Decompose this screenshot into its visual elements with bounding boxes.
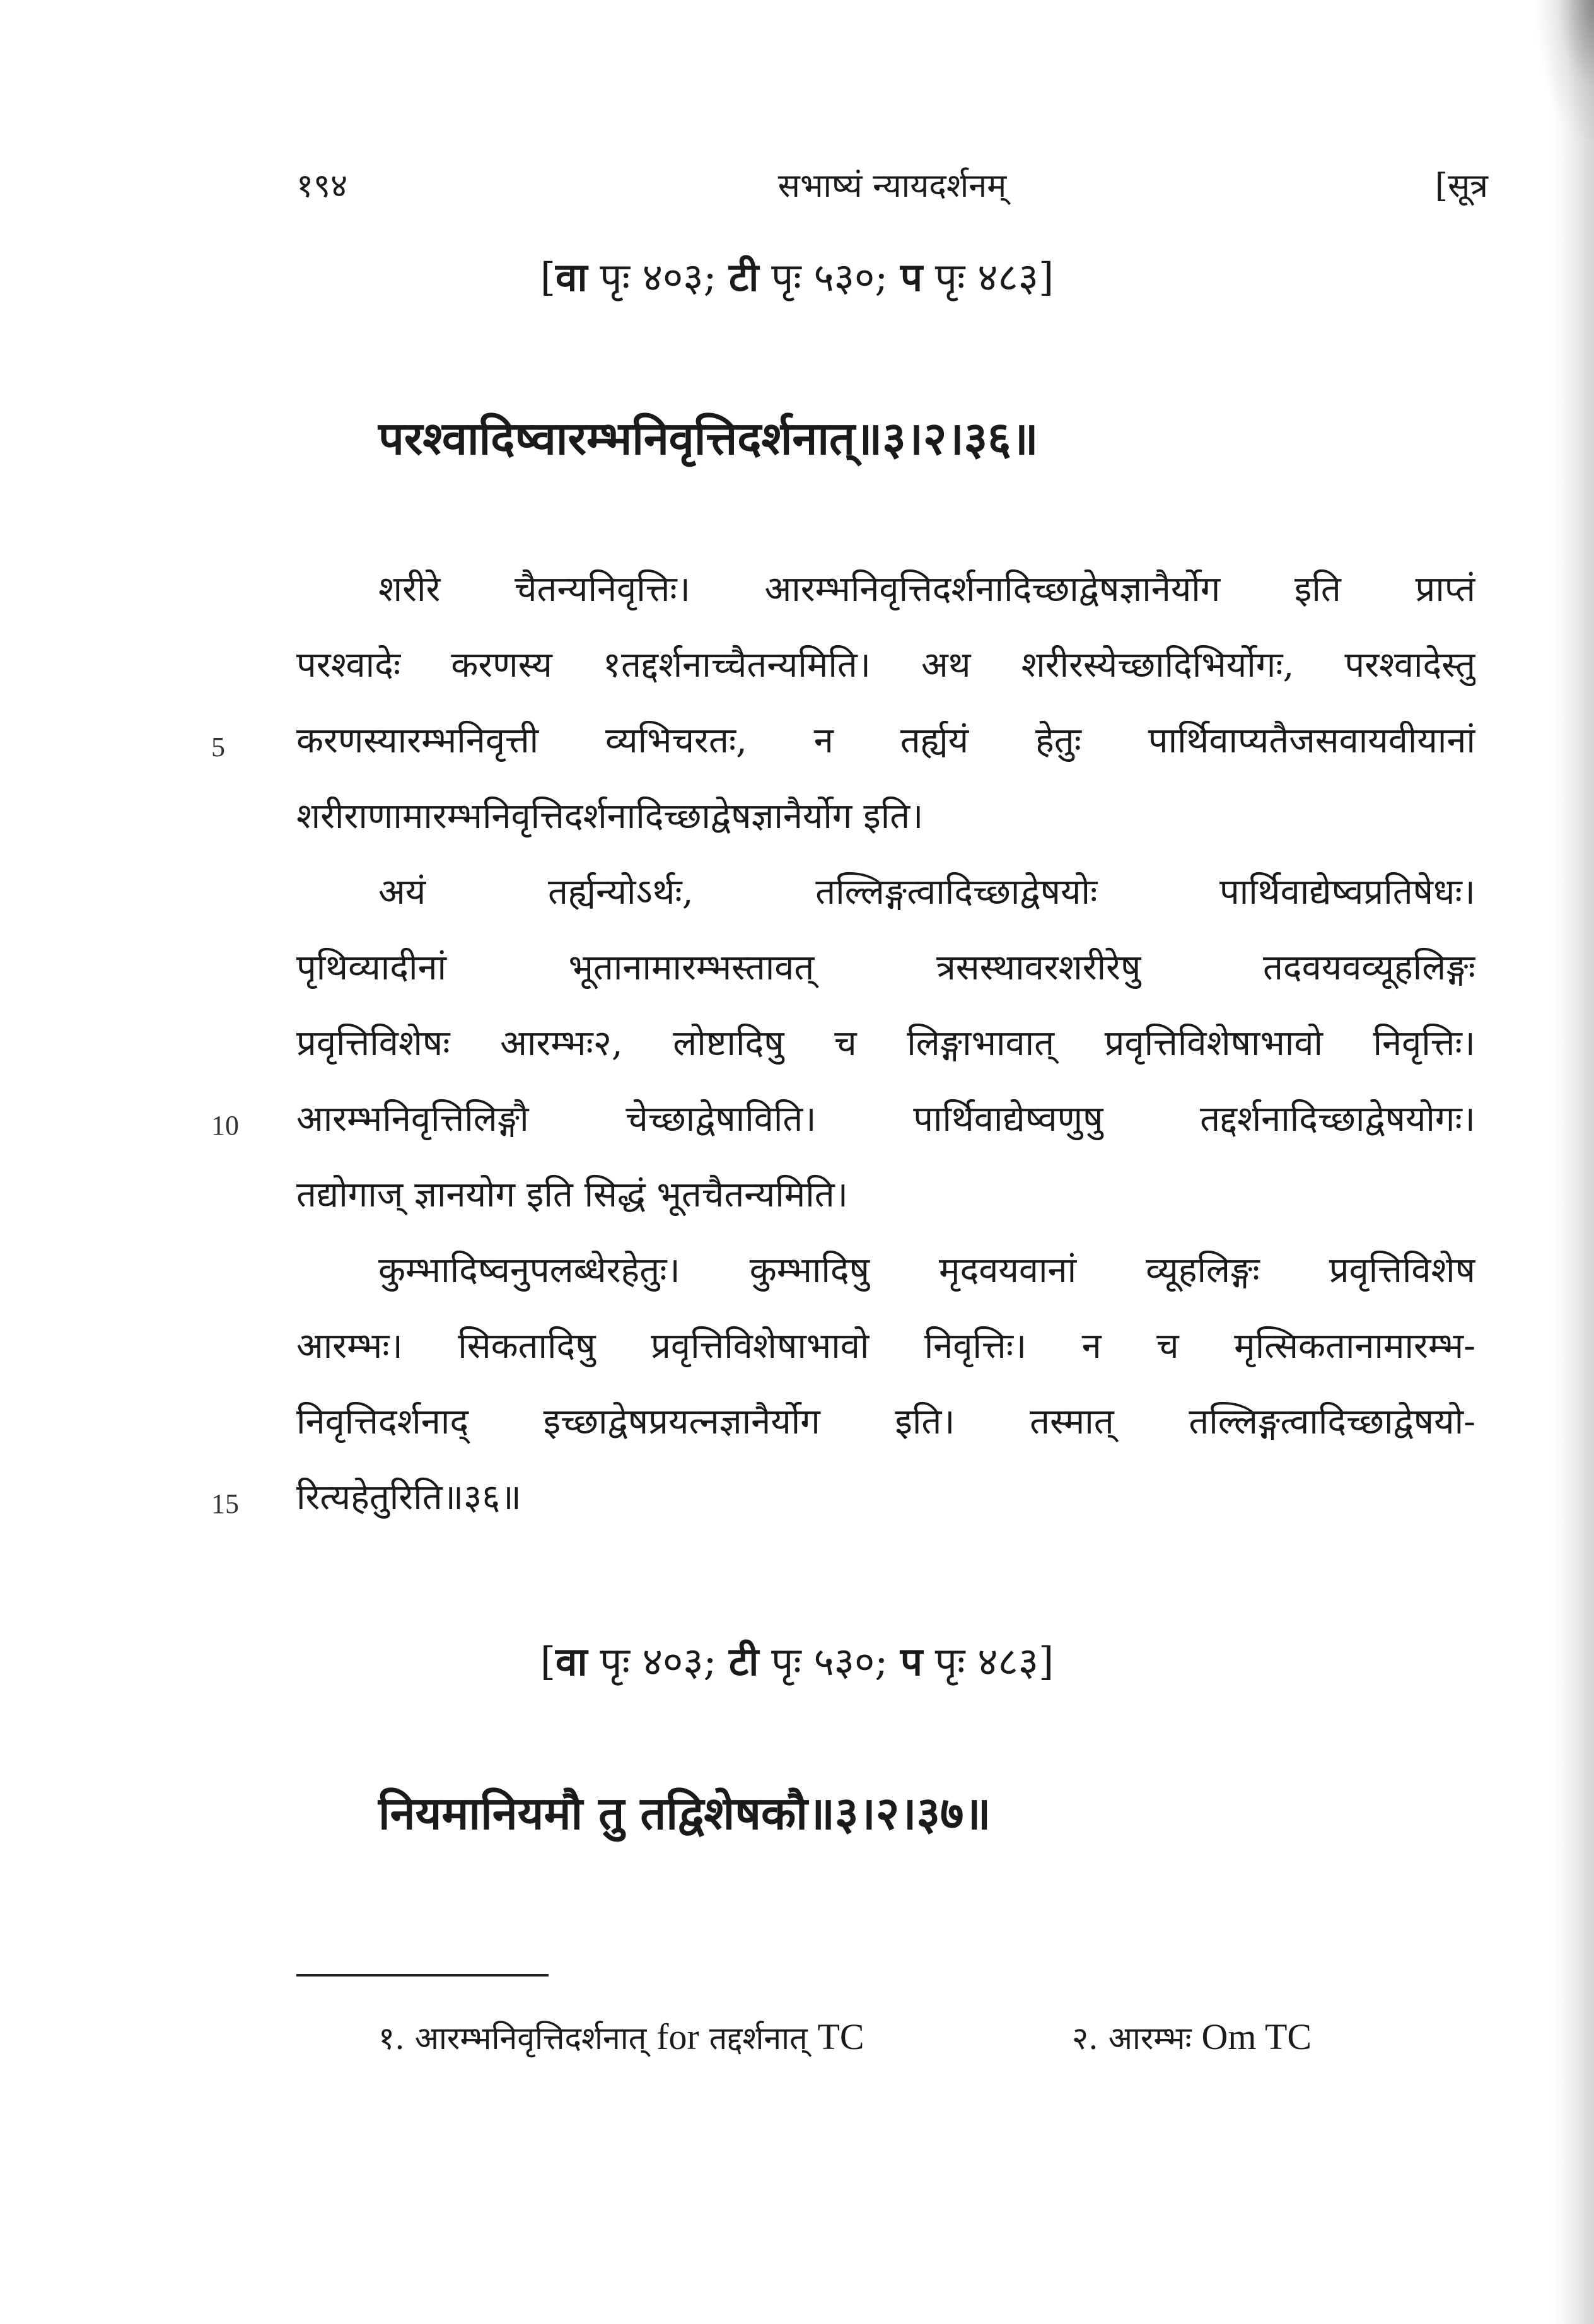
ref-ti: टी (729, 1638, 759, 1685)
sutra-heading-37: नियमानियमौ तु तद्विशेषकौ॥३।२।३७॥ (378, 1786, 991, 1840)
scan-edge-shadow (1550, 0, 1594, 2324)
ref-va: वा (556, 1638, 588, 1685)
scan-corner-shadow (1537, 0, 1594, 139)
ref-va-page: पृः ४०३; (587, 1638, 730, 1685)
footnote-1-for: for (656, 2016, 699, 2057)
margin-line-number-15: 15 (211, 1488, 239, 1519)
commentary-line-2: परश्वादेः करणस्य १तद्दर्शनाच्चैतन्यमिति। अथ शरीरस्येच्छादिभिर्योगः, परश्वादेस्तु (296, 645, 1475, 686)
commentary-line-1: शरीरे चैतन्यनिवृत्तिः। आरम्भनिवृत्तिदर्शनादिच्छाद्वेषज्ञानैर्योग इति प्राप्तं (378, 569, 1475, 610)
ref-va-page: पृः ४०३; (587, 254, 730, 300)
footnote-2-lemma: आरम्भः (1098, 2020, 1202, 2057)
page-number: १९४ (296, 167, 348, 205)
commentary-line-4: शरीराणामारम्भनिवृत्तिदर्शनादिच्छाद्वेषज्ञानैर्योग इति। (296, 796, 924, 837)
ref-bracket-open: [ (540, 1638, 556, 1685)
ref-pa: प (900, 254, 923, 300)
margin-line-number-10: 10 (211, 1110, 239, 1141)
section-mark: [सूत्र (1434, 167, 1488, 205)
ref-pa-page: पृः ४८३ (922, 254, 1038, 300)
ref-ti-page: पृः ५३०; (759, 1638, 900, 1685)
ref-bracket-close: ] (1038, 254, 1054, 300)
commentary-line-12: निवृत्तिदर्शनाद् इच्छाद्वेषप्रयत्नज्ञानैर्योग इति। तस्मात् तल्लिङ्गत्वादिच्छाद्वेषयो- (296, 1401, 1475, 1442)
footnote-1-lemma: तद्दर्शनात् (699, 2020, 818, 2057)
footnote-1-manuscript: TC (817, 2016, 864, 2057)
ref-ti: टी (729, 254, 759, 300)
ref-pa-page: पृः ४८३ (922, 1638, 1038, 1685)
reference-line-1 (0, 249, 1594, 306)
running-title: सभाष्यं न्यायदर्शनम् (777, 167, 1007, 205)
commentary-line-5: अयं तर्ह्यन्योऽर्थः, तल्लिङ्गत्वादिच्छाद्वेषयोः पार्थिवाद्येष्वप्रतिषेधः। (378, 872, 1475, 913)
ref-ti-page: पृः ५३०; (759, 254, 900, 300)
footnote-1-reading: आरम्भनिवृत्तिदर्शनात् (404, 2020, 657, 2057)
ref-pa: प (900, 1638, 923, 1685)
commentary-line-7: प्रवृत्तिविशेषः आरम्भः२, लोष्टादिषु च लिङ्गाभावात् प्रवृत्तिविशेषाभावो निवृत्तिः। (296, 1023, 1475, 1064)
commentary-line-9: तद्योगाज् ज्ञानयोग इति सिद्धं भूतचैतन्यमिति। (296, 1174, 848, 1215)
commentary-line-13: रित्यहेतुरिति॥३६॥ (296, 1477, 521, 1518)
ref-bracket-close: ] (1038, 1638, 1054, 1685)
footnote-2 (1072, 2012, 1312, 2064)
commentary-line-6: पृथिव्यादीनां भूतानामारम्भस्तावत् त्रसस्थावरशरीरेषु तदवयवव्यूहलिङ्गः (296, 947, 1475, 988)
margin-line-number-5: 5 (211, 732, 225, 762)
footnote-1-number: १. (378, 2020, 405, 2057)
footnote-2-number: २. (1072, 2020, 1098, 2057)
ref-bracket-open: [ (540, 254, 556, 300)
commentary-line-11: आरम्भः। सिकतादिषु प्रवृत्तिविशेषाभावो निवृत्तिः। न च मृत्सिकतानामारम्भ- (296, 1326, 1475, 1367)
commentary-line-8: आरम्भनिवृत्तिलिङ्गौ चेच्छाद्वेषाविति। पार्थिवाद्येष्वणुषु तद्दर्शनादिच्छाद्वेषयोगः। (296, 1099, 1475, 1140)
commentary-line-10: कुम्भादिष्वनुपलब्धेरहेतुः। कुम्भादिषु मृदवयवानां व्यूहलिङ्गः प्रवृत्तिविशेष (378, 1250, 1475, 1291)
footnote-1 (378, 2012, 864, 2064)
page-header (296, 161, 1488, 211)
footnote-2-manuscript: Om TC (1201, 2016, 1312, 2057)
commentary-line-3: करणस्यारम्भनिवृत्ती व्यभिचरतः, न तर्ह्ययं हेतुः पार्थिवाप्यतैजसवायवीयानां (296, 720, 1475, 761)
footnote-rule (296, 1974, 549, 1977)
reference-line-2 (0, 1633, 1594, 1690)
ref-va: वा (556, 254, 588, 300)
sutra-heading-36: परश्वादिष्वारम्भनिवृत्तिदर्शनात्॥३।२।३६॥ (378, 411, 1038, 465)
